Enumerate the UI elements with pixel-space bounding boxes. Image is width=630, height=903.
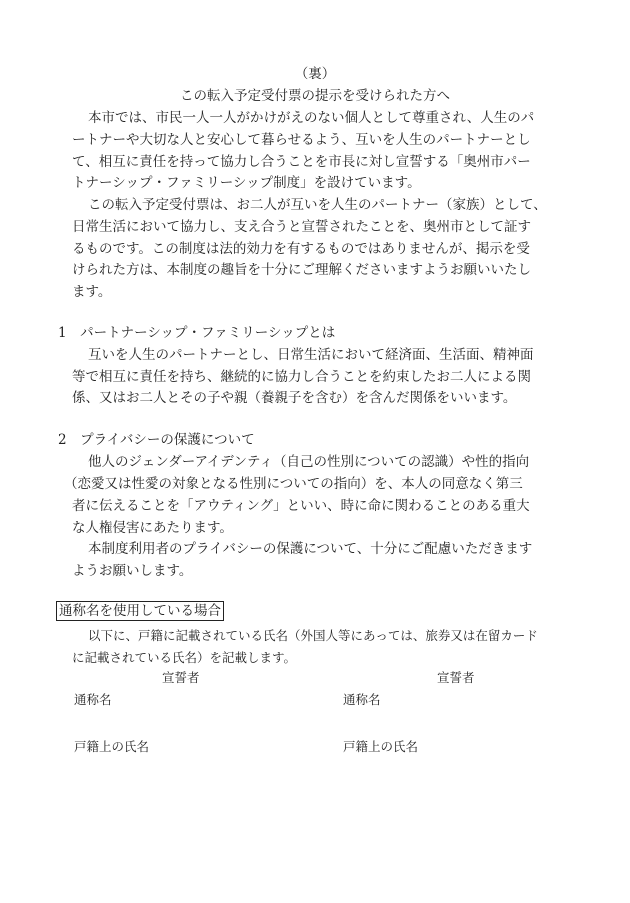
text-line: 以下に、戸籍に記載されている氏名（外国人等にあっては、旅券又は在留カード <box>88 628 538 643</box>
section-heading: 2 プライバシーの保護について <box>58 432 255 448</box>
text-line: な人権侵害にあたります。 <box>72 520 233 536</box>
text-line: 係、又はお二人とその子や親（養親子を含む）を含んだ関係をいいます。 <box>72 390 517 406</box>
text-line: に記載されている氏名）を記載します。 <box>72 650 297 665</box>
signer-title: 宣誓者 <box>437 670 475 685</box>
registry-name-label: 戸籍上の氏名 <box>74 739 150 754</box>
document-subtitle: この転入予定受付票の提示を受けられた方へ <box>180 88 450 104</box>
text-line: トナーシップ・ファミリーシップ制度」を設けています。 <box>72 175 421 191</box>
registry-name-label: 戸籍上の氏名 <box>343 739 419 754</box>
text-line: この転入予定受付票は、お二人が互いを人生のパートナー（家族）として、 <box>88 197 547 213</box>
text-line: 者に伝えることを「アウティング」といい、時に命に関わることのある重大 <box>72 498 530 514</box>
text-line: るものです。この制度は法的効力を有するものではありませんが、掲示を受 <box>72 241 530 257</box>
text-line: ようお願いします。 <box>72 563 193 579</box>
text-line: ートナーや大切な人と安心して暮らせるよう、互いを人生のパートナーとし <box>72 132 531 148</box>
text-line: ます。 <box>72 284 112 300</box>
text-line: 日常生活において協力し、支え合うと宣誓されたことを、奥州市として証す <box>72 219 531 235</box>
text-line: 互いを人生のパートナーとし、日常生活において経済面、生活面、精神面 <box>88 347 534 363</box>
alias-name-label: 通称名 <box>74 692 112 707</box>
text-line: 他人のジェンダーアイデンティ（自己の性別についての認識）や性的指向 <box>88 454 530 470</box>
signer-title: 宣誓者 <box>162 670 200 685</box>
text-line: けられた方は、本制度の趣旨を十分にご理解くださいますようお願いいたし <box>72 262 531 278</box>
text-line: 本制度利用者のプライバシーの保護について、十分にご配慮いただきます <box>88 541 533 557</box>
side-label: （裏） <box>294 66 336 82</box>
text-line: （恋愛又は性愛の対象となる性別についての指向）を、本人の同意なく第三 <box>64 476 523 492</box>
alias-name-label: 通称名 <box>343 692 381 707</box>
section-heading: 1 パートナーシップ・ファミリーシップとは <box>58 325 336 341</box>
alias-box-label: 通称名を使用している場合 <box>56 601 224 621</box>
text-line: 等で相互に責任を持ち、継続的に協力し合うことを約束したお二人による関 <box>72 369 531 385</box>
text-line: 本市では、市民一人一人がかけがえのない個人として尊重され、人生のパ <box>88 110 535 126</box>
text-line: て、相互に責任を持って協力し合うことを市長に対し宣誓する「奥州市パー <box>72 154 531 170</box>
